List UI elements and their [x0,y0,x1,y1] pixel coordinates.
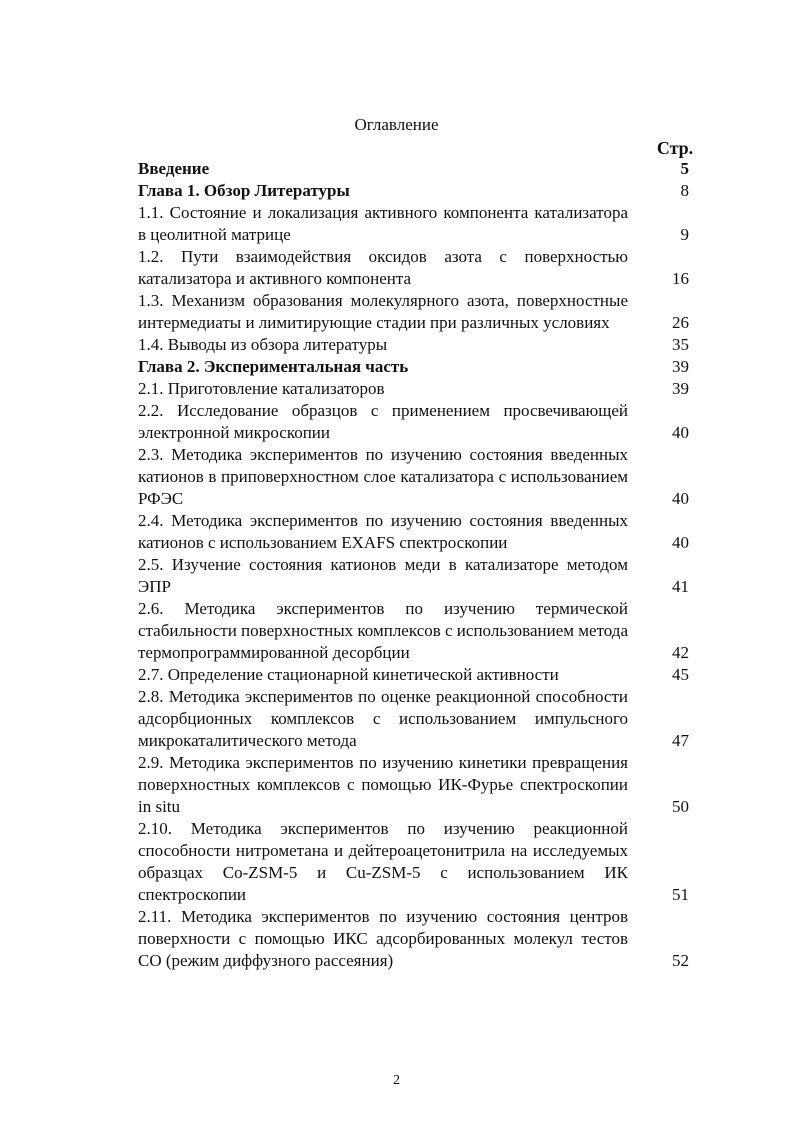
toc-entry-page: 35 [672,335,689,354]
toc-entry-text: 2.7. Определение стационарной кинетической активности [138,665,559,684]
toc-entry-2-3 [138,444,698,510]
toc-entry-2-4 [138,510,698,554]
toc-entry-text: 2.6. Методика экспериментов по изучению термической стабильности поверхностных комплексов с использованием метода термопрограммированной десорбции [138,599,628,662]
toc-entry-text: 2.8. Методика экспериментов по оценке реакционной способности адсорбционных комплексов с использованием импульсного микрокаталитического метода [138,687,628,750]
toc-entry-2-8 [138,686,698,752]
toc-entry-text: 1.4. Выводы из обзора литературы [138,335,388,354]
toc-entry-2-2 [138,400,698,444]
toc-entry-text: 2.5. Изучение состояния катионов меди в катализаторе методом ЭПР [138,555,628,596]
toc-entry-text: 2.4. Методика экспериментов по изучению состояния введенных катионов с использованием EXAFS спектроскопии [138,511,628,552]
toc-entry-text: 1.2. Пути взаимодействия оксидов азота с поверхностью катализатора и активного компонента [138,247,628,288]
toc-entry-1-3 [138,290,698,334]
toc-entry-text: 2.3. Методика экспериментов по изучению состояния введенных катионов в приповерхностном слое катализатора с использованием РФЭС [138,445,628,508]
toc-entry-text: 2.1. Приготовление катализаторов [138,379,385,398]
toc-entry-page: 40 [672,533,689,552]
toc-entry-text: 2.2. Исследование образцов с применением просвечивающей электронной микроскопии [138,401,628,442]
toc-entry-1-2 [138,246,698,290]
toc-entry-page: 26 [672,313,689,332]
toc-entry-page: 9 [680,225,689,244]
toc-entry-text: 2.10. Методика экспериментов по изучению реакционной способности нитрометана и дейтероацетонитрила на исследуемых образцах Co-ZSM-5 и Cu-ZSM-5 с использованием ИК спектроскопии [138,819,628,904]
toc-entry-2-6 [138,598,698,664]
toc-entry-page: 42 [672,643,689,662]
toc-entry-1-1 [138,202,698,246]
page-column-header: Стр. [656,138,694,158]
toc-entry-page: 41 [672,577,689,596]
toc-entry-page: 45 [672,665,689,684]
toc-entry-page: 50 [672,797,689,816]
toc-entry-chapter-2 [138,356,698,378]
table-of-contents [138,158,698,972]
toc-entry-2-7 [138,664,698,686]
page-number: 2 [393,1073,400,1088]
toc-entry-text: 1.1. Состояние и локализация активного компонента катализатора в цеолитной матрице [138,203,628,244]
toc-entry-page: 47 [672,731,689,750]
toc-entry-2-1 [138,378,698,400]
toc-entry-introduction [138,158,698,180]
toc-entry-2-10 [138,818,698,906]
toc-entry-text: 2.9. Методика экспериментов по изучению кинетики превращения поверхностных комплексов с помощью ИК-Фурье спектроскопии in situ [138,753,628,816]
toc-entry-text: Глава 1. Обзор Литературы [138,181,350,200]
toc-entry-text: Введение [138,159,210,178]
toc-entry-page: 40 [672,423,689,442]
toc-entry-text: 2.11. Методика экспериментов по изучению состояния центров поверхности с помощью ИКС адсорбированных молекул тестов CO (режим диффузного рассеяния) [138,907,628,970]
toc-entry-page: 40 [672,489,689,508]
toc-entry-page: 52 [672,951,689,970]
toc-entry-page: 39 [672,357,689,376]
toc-entry-page: 39 [672,379,689,398]
toc-entry-page: 51 [672,885,689,904]
toc-entry-text: 1.3. Механизм образования молекулярного азота, поверхностные интермедиаты и лимитирующие стадии при различных условиях [138,291,628,332]
toc-entry-1-4 [138,334,698,356]
toc-entry-2-9 [138,752,698,818]
toc-entry-2-11 [138,906,698,972]
toc-entry-2-5 [138,554,698,598]
toc-entry-page: 5 [680,159,689,178]
toc-entry-chapter-1 [138,180,698,202]
toc-entry-page: 8 [680,181,689,200]
toc-entry-page: 16 [672,269,689,288]
page-title: Оглавление [354,115,439,134]
toc-entry-text: Глава 2. Экспериментальная часть [138,357,409,376]
